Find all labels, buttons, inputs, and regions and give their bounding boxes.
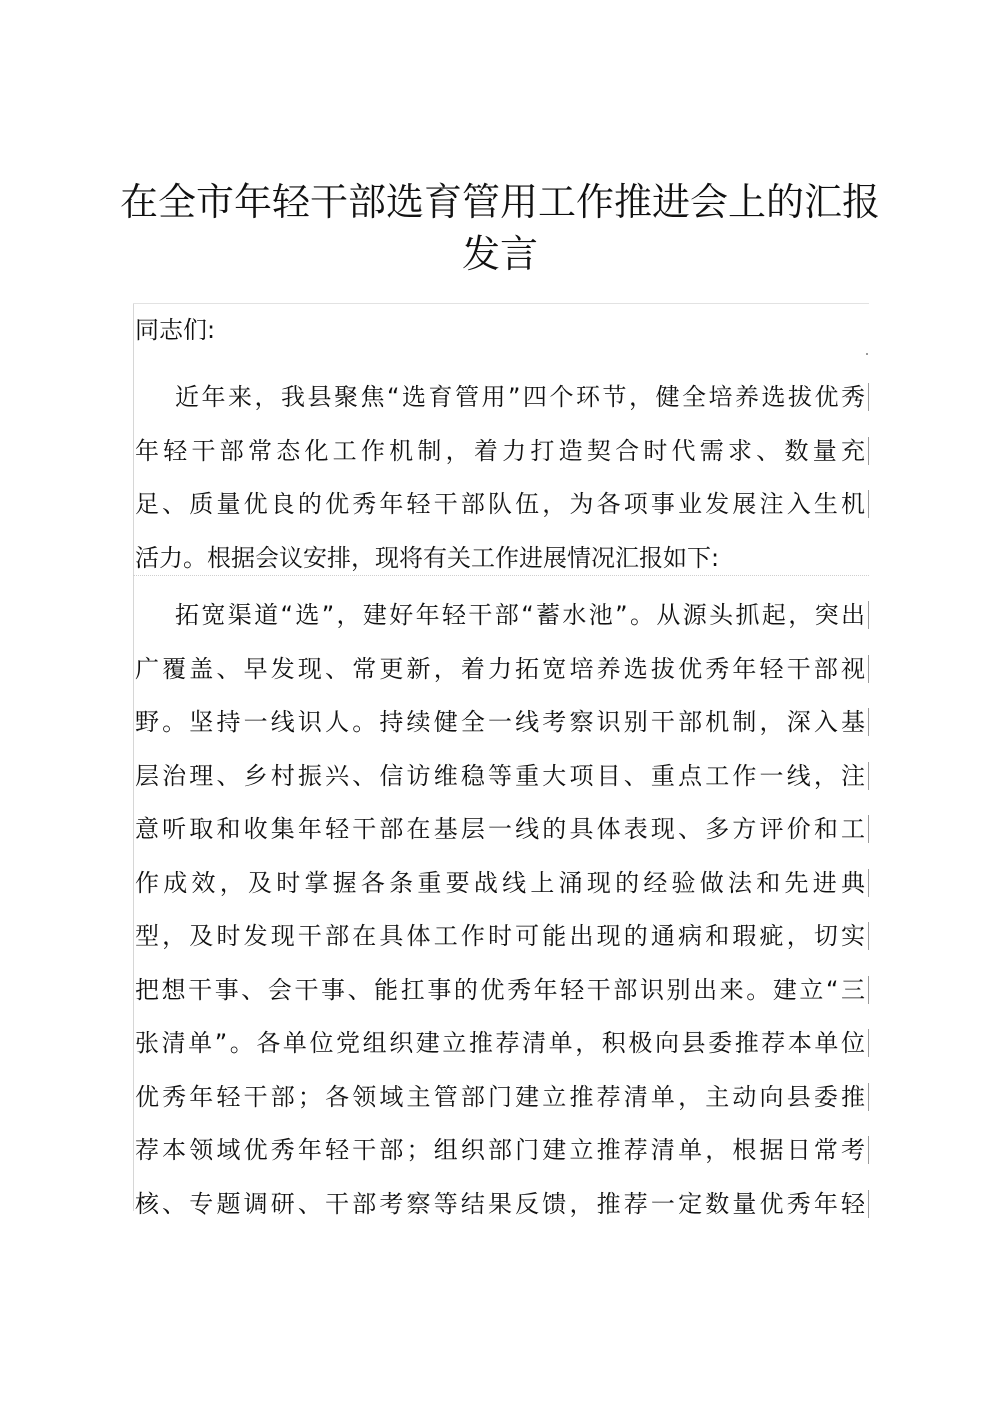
paragraph-line: 张清单”。各单位党组织建立推荐清单，积极向县委推荐本单位: [135, 1021, 869, 1075]
paragraph-1: [135, 375, 869, 589]
paragraph-line: 优秀年轻干部；各领域主管部门建立推荐清单，主动向县委推: [135, 1075, 869, 1129]
paragraph-line: 野。坚持一线识人。持续健全一线考察识别干部机制，深入基: [135, 700, 869, 754]
document-title-line-1: 在全市年轻干部选育管用工作推进会上的汇报: [120, 180, 881, 224]
paragraph-line: 核、专题调研、干部考察等结果反馈，推荐一定数量优秀年轻: [135, 1182, 869, 1236]
paragraph-line: 年轻干部常态化工作机制，着力打造契合时代需求、数量充: [135, 429, 869, 483]
margin-mark: [866, 353, 868, 355]
top-divider: [133, 303, 869, 304]
paragraph-line: 层治理、乡村振兴、信访维稳等重大项目、重点工作一线，注: [135, 754, 869, 808]
paragraph-line: 广覆盖、早发现、常更新，着力拓宽培养选拔优秀年轻干部视: [135, 647, 869, 701]
paragraph-line: 荐本领域优秀年轻干部；组织部门建立推荐清单，根据日常考: [135, 1128, 869, 1182]
paragraph-line: 型，及时发现干部在具体工作时可能出现的通病和瑕疵，切实: [135, 914, 869, 968]
paragraph-line: 足、质量优良的优秀年轻干部队伍，为各项事业发展注入生机: [135, 482, 869, 536]
paragraph-line: 把想干事、会干事、能扛事的优秀年轻干部识别出来。建立“三: [135, 968, 869, 1022]
paragraph-line: 活力。根据会议安排，现将有关工作进展情况汇报如下:: [135, 543, 720, 572]
paragraph-line: 拓宽渠道“选”，建好年轻干部“蓄水池”。从源头抓起，突出: [135, 593, 869, 647]
paragraph-line: 近年来，我县聚焦“选育管用”四个环节，健全培养选拔优秀: [135, 375, 869, 429]
document-title-line-2: 发言: [461, 232, 538, 276]
paragraph-line: 意听取和收集年轻干部在基层一线的具体表现、多方评价和工: [135, 807, 869, 861]
salutation: 同志们:: [135, 316, 216, 344]
paragraph-2: [135, 593, 869, 1235]
paragraph-line: 作成效，及时掌握各条重要战线上涌现的经验做法和先进典: [135, 861, 869, 915]
